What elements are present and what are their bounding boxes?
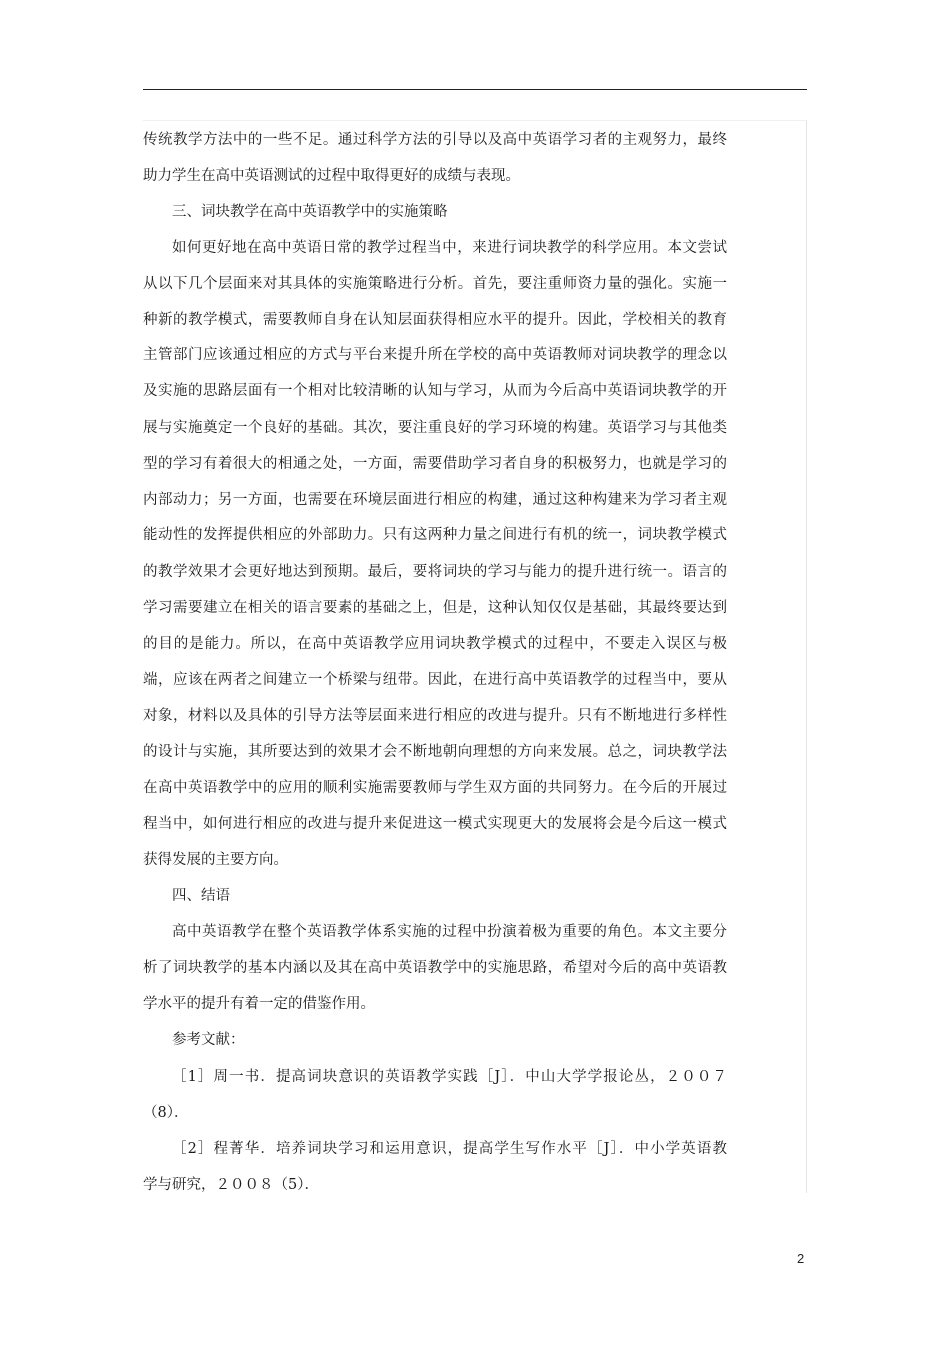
text-line: 的目的是能力。所以，在高中英语教学应用词块教学模式的过程中，不要走入误区与极 [143,636,727,652]
text-line: 程当中，如何进行相应的改进与提升来促进这一模式实现更大的发展将会是今后这一模式 [143,816,727,832]
text-line: 学习需要建立在相关的语言要素的基础之上，但是，这种认知仅仅是基础，其最终要达到 [143,600,727,616]
text-line: 获得发展的主要方向。 [143,852,288,868]
text-line: 在高中英语教学中的应用的顺利实施需要教师与学生双方面的共同努力。在今后的开展过 [143,780,727,796]
text-line: 能动性的发挥提供相应的外部助力。只有这两种力量之间进行有机的统一，词块教学模式 [143,527,727,543]
text-line: 的设计与实施，其所要达到的效果才会不断地朝向理想的方向来发展。总之，词块教学法 [143,744,727,760]
text-line: 学水平的提升有着一定的借鉴作用。 [143,996,375,1012]
text-line: 主管部门应该通过相应的方式与平台来提升所在学校的高中英语教师对词块教学的理念以 [143,347,727,363]
text-line: 对象，材料以及具体的引导方法等层面来进行相应的改进与提升。只有不断地进行多样性 [143,708,727,724]
reference-line: （8）． [143,1105,189,1121]
references-heading: 参考文献： [172,1032,245,1048]
reference-line: 学与研究，２００８（5）． [143,1177,319,1193]
text-line: 析了词块教学的基本内涵以及其在高中英语教学中的实施思路，希望对今后的高中英语教 [143,960,727,976]
header-rule [143,89,807,90]
text-line: 展与实施奠定一个良好的基础。其次，要注重良好的学习环境的构建。英语学习与其他类 [143,420,727,436]
text-line: 助力学生在高中英语测试的过程中取得更好的成绩与表现。 [143,168,520,184]
text-line: 型的学习有着很大的相通之处，一方面，需要借助学习者自身的积极努力，也就是学习的 [143,456,727,472]
section-heading: 三、词块教学在高中英语教学中的实施策略 [172,204,448,220]
text-line: 端，应该在两者之间建立一个桥梁与纽带。因此，在进行高中英语教学的过程当中，要从 [143,672,727,688]
text-line: 内部动力；另一方面，也需要在环境层面进行相应的构建，通过这种构建来为学习者主观 [143,492,727,508]
text-line: 种新的教学模式，需要教师自身在认知层面获得相应水平的提升。因此，学校相关的教育 [143,312,727,328]
text-line: 如何更好地在高中英语日常的教学过程当中，来进行词块教学的科学应用。本文尝试 [172,240,727,256]
text-line: 及实施的思路层面有一个相对比较清晰的认知与学习，从而为今后高中英语词块教学的开 [143,383,727,399]
section-heading: 四、结语 [172,888,230,904]
reference-line: ［2］程菁华．培养词块学习和运用意识，提高学生写作水平［J］．中小学英语教 [172,1141,727,1157]
text-line: 高中英语教学在整个英语教学体系实施的过程中扮演着极为重要的角色。本文主要分 [172,924,727,940]
text-line: 传统教学方法中的一些不足。通过科学方法的引导以及高中英语学习者的主观努力，最终 [143,132,727,148]
text-line: 的教学效果才会更好地达到预期。最后，要将词块的学习与能力的提升进行统一。语言的 [143,564,727,580]
text-line: 从以下几个层面来对其具体的实施策略进行分析。首先，要注重师资力量的强化。实施一 [143,276,727,292]
reference-line: ［1］周一书．提高词块意识的英语教学实践［J］．中山大学学报论丛，２００７ [172,1069,727,1085]
page-number: 2 [797,1251,805,1266]
